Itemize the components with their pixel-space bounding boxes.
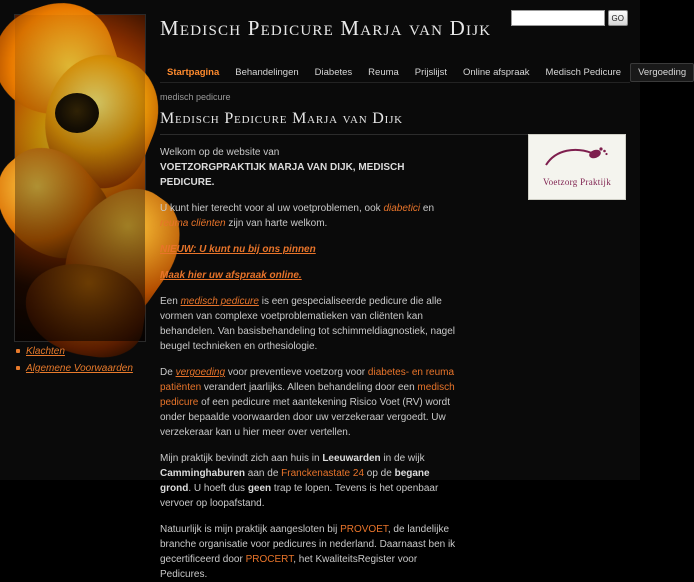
- text-fragment: Een: [160, 296, 181, 307]
- main-content: [160, 92, 626, 580]
- nav-item-diabetes[interactable]: Diabetes: [314, 66, 353, 78]
- text-emphasis: Camminghaburen: [160, 468, 246, 479]
- paragraph-welkom: [160, 201, 460, 231]
- text-fragment: Mijn praktijk bevindt zich aan huis in: [160, 453, 323, 464]
- sidebar-item-label: Algemene Voorwaarden: [26, 363, 133, 374]
- sidebar-item-label: Klachten: [26, 346, 65, 357]
- nav-item-prijslijst[interactable]: Prijslijst: [414, 66, 447, 78]
- text-emphasis: diabetici: [383, 203, 421, 214]
- text-emphasis: diabetes- en reuma patiënten: [160, 367, 455, 393]
- text-fragment: U kunt hier terecht voor al uw voetproblemen, ook: [160, 203, 384, 214]
- photo-overlay: [15, 15, 145, 341]
- text-fragment: De: [160, 367, 176, 378]
- pin-payment-link[interactable]: NIEUW: U kunt nu bij ons pinnen: [160, 244, 316, 255]
- foot-swoosh-icon: [542, 145, 612, 171]
- text-fragment: en: [420, 203, 435, 214]
- practice-logo: [528, 134, 626, 200]
- bullet-icon: [16, 366, 20, 370]
- main-navigation: [160, 62, 687, 83]
- search-input[interactable]: [511, 10, 605, 26]
- text-emphasis: Franckenastate 24: [281, 468, 364, 479]
- bullet-icon: [16, 349, 20, 353]
- text-fragment: zijn van harte welkom.: [225, 218, 328, 229]
- sidebar-item-algemene-voorwaarden[interactable]: [26, 363, 156, 374]
- site-title: Medisch Pedicure Marja van Dijk: [160, 16, 492, 40]
- welcome-paragraph: [160, 145, 460, 190]
- nav-item-vergoeding[interactable]: Vergoeding: [630, 63, 694, 82]
- text-fragment: , de landelijke branche organisatie voor pedicures in nederland. Daarnaast ben ik gecertificeerd door: [160, 524, 456, 565]
- text-fragment: verandert jaarlijks. Alleen behandeling door een: [201, 382, 418, 393]
- text-fragment: in de wijk: [380, 453, 425, 464]
- text-emphasis: medisch pedicure: [160, 382, 455, 408]
- welcome-line: Welkom op de website van: [160, 147, 280, 158]
- nav-item-behandelingen[interactable]: Behandelingen: [235, 66, 299, 78]
- text-emphasis: PROCERT: [245, 554, 294, 565]
- breadcrumb: medisch pedicure: [160, 92, 231, 102]
- text-fragment: aan de: [245, 468, 282, 479]
- text-fragment: is een gespecialiseerde pedicure die alle vormen van complexe voetproblematieken van cliënten kan behandelen. Van basisbehandeling tot schimmeldiagnostiek, nagel beugel technieken en orthesiologie.: [160, 296, 456, 352]
- search-box: [511, 10, 628, 26]
- text-emphasis: Leeuwarden: [322, 453, 381, 464]
- sidebar-item-klachten[interactable]: [26, 346, 156, 357]
- paragraph-praktijk: [160, 451, 460, 511]
- text-fragment: of een pedicure met aantekening Risico Voet (RV) wordt onder bepaalde voorwaarden door uw verzekeraar vergoedt. Uw verzekeraar kan u hier meer over vertellen.: [160, 397, 450, 438]
- practice-line-2: PEDICURE.: [160, 177, 215, 188]
- text-emphasis: reuma cliënten: [160, 218, 226, 229]
- medisch-pedicure-link[interactable]: medisch pedicure: [180, 296, 259, 307]
- decorative-flower-photo: [14, 14, 146, 342]
- text-emphasis: geen: [247, 483, 272, 494]
- sidebar-links: [16, 346, 156, 380]
- article-body: [160, 145, 460, 582]
- text-emphasis: PROVOET: [340, 524, 388, 535]
- paragraph-afspraak: [160, 268, 460, 283]
- nav-item-medisch-pedicure[interactable]: Medisch Pedicure: [545, 66, 622, 78]
- text-fragment: op de: [364, 468, 395, 479]
- paragraph-nieuw: [160, 242, 460, 257]
- paragraph-vergoeding: [160, 365, 460, 440]
- nav-item-startpagina[interactable]: Startpagina: [167, 66, 220, 78]
- page-title: Medisch Pedicure Marja van Dijk: [160, 110, 403, 127]
- text-emphasis: begane grond: [160, 468, 430, 494]
- online-appointment-link[interactable]: Maak hier uw afspraak online.: [160, 270, 302, 281]
- text-fragment: . U hoeft dus: [188, 483, 248, 494]
- text-fragment: Natuurlijk is mijn praktijk aangesloten bij: [160, 524, 341, 535]
- paragraph-provoet: [160, 522, 460, 582]
- nav-item-online-afspraak[interactable]: Online afspraak: [463, 66, 530, 78]
- text-fragment: voor preventieve voetzorg voor: [225, 367, 368, 378]
- paragraph-gespecialiseerd: [160, 294, 460, 354]
- text-fragment: , het KwaliteitsRegister voor Pedicures.: [160, 554, 418, 580]
- practice-line-1: VOETZORGPRAKTIJK MARJA VAN DIJK, MEDISCH: [160, 162, 405, 173]
- vergoeding-link[interactable]: vergoeding: [175, 367, 226, 378]
- logo-text: Voetzorg Praktijk: [542, 177, 611, 187]
- search-go-button[interactable]: GO: [608, 10, 628, 26]
- nav-item-reuma[interactable]: Reuma: [368, 66, 399, 78]
- text-fragment: trap te lopen. Tevens is het openbaar vervoer op loopafstand.: [160, 483, 439, 509]
